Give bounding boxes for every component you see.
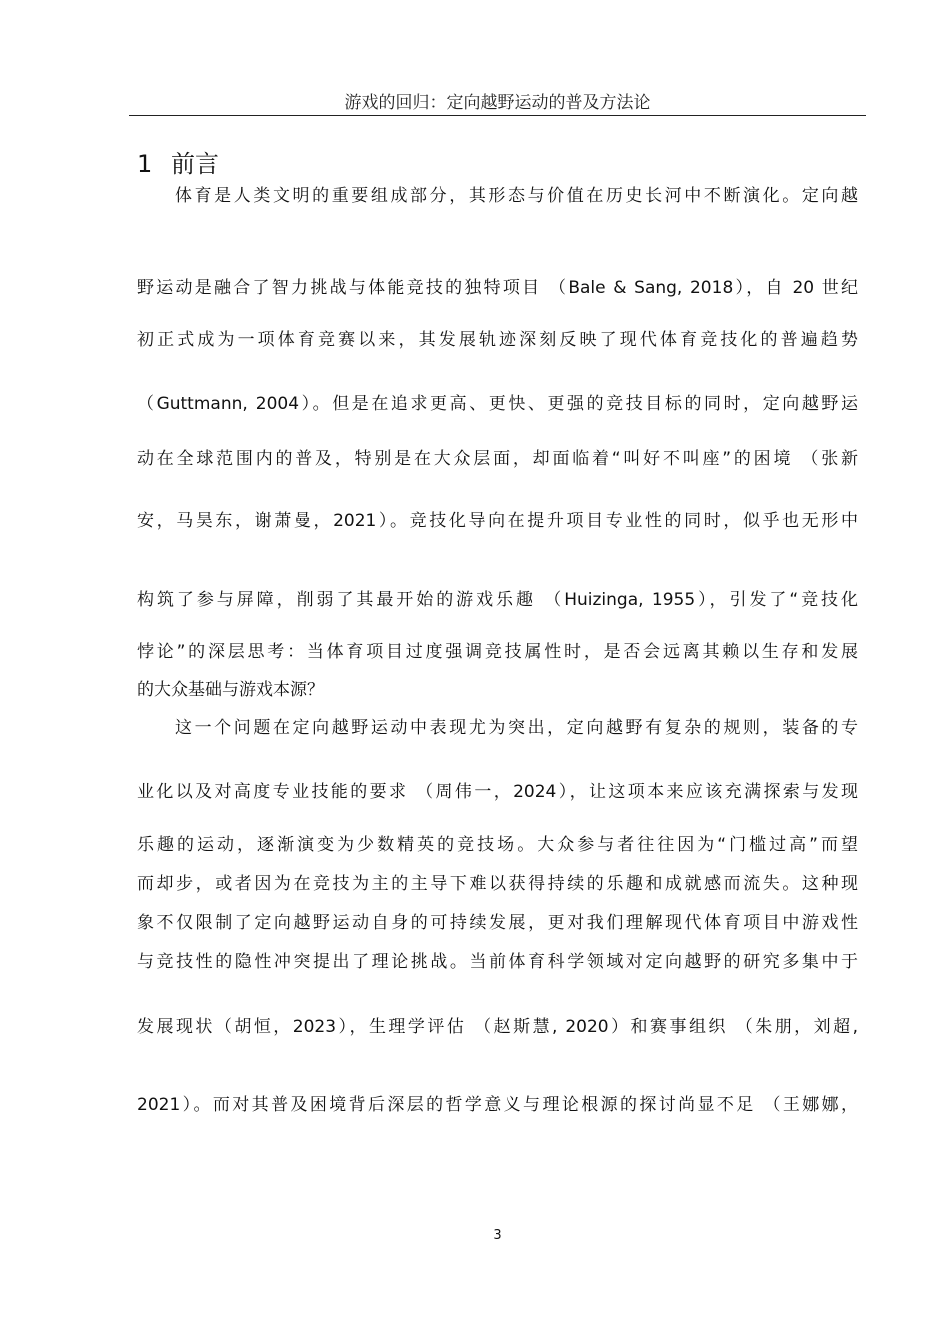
paragraph-1-line-1: 体育是人类文明的重要组成部分，其形态与价值在历史长河中不断演化。定向越 [175, 186, 858, 206]
paragraph-1-line-5: 动在全球范围内的普及，特别是在大众层面，却面临着“叫好不叫座”的困境 （张新 [137, 449, 858, 469]
paragraph-1-line-9: 的大众基础与游戏本源？ [137, 680, 324, 700]
paragraph-1-line-8: 悖论”的深层思考：当体育项目过度强调竞技属性时，是否会远离其赖以生存和发展 [137, 642, 858, 662]
paragraph-1-line-6: 安，马昊东，谢萧曼，2021）。竞技化导向在提升项目专业性的同时，似乎也无形中 [137, 511, 858, 531]
paragraph-1-line-3: 初正式成为一项体育竞赛以来，其发展轨迹深刻反映了现代体育竞技化的普遍趋势 [137, 330, 858, 350]
paragraph-2-line-3: 乐趣的运动，逐渐演变为少数精英的竞技场。大众参与者往往因为“门槛过高”而望 [137, 835, 858, 855]
paragraph-2-line-4: 而却步，或者因为在竞技为主的主导下难以获得持续的乐趣和成就感而流失。这种现 [137, 874, 858, 894]
section-number: 1 [137, 150, 153, 178]
paragraph-2-line-2: 业化以及对高度专业技能的要求 （周伟一，2024），让这项本来应该充满探索与发现 [137, 782, 858, 802]
paragraph-2-line-6: 与竞技性的隐性冲突提出了理论挑战。当前体育科学领域对定向越野的研究多集中于 [137, 952, 858, 972]
section-heading [137, 148, 219, 180]
paragraph-2-line-5: 象不仅限制了定向越野运动自身的可持续发展，更对我们理解现代体育项目中游戏性 [137, 913, 858, 933]
page-number: 3 [493, 1228, 502, 1243]
section-title: 前言 [171, 150, 219, 178]
paragraph-2-line-1: 这一个问题在定向越野运动中表现尤为突出，定向越野有复杂的规则，装备的专 [175, 718, 858, 738]
running-header: 游戏的回归：定向越野运动的普及方法论 [344, 93, 651, 113]
header-rule [129, 115, 866, 116]
paragraph-1-line-2: 野运动是融合了智力挑战与体能竞技的独特项目 （Bale & Sang, 2018），自 20 世纪 [137, 278, 858, 298]
paragraph-2-line-8: 2021）。而对其普及困境背后深层的哲学意义与理论根源的探讨尚显不足 （王娜娜， [137, 1095, 858, 1115]
paragraph-1-line-7: 构筑了参与屏障，削弱了其最开始的游戏乐趣 （Huizinga, 1955），引发了“竞技化 [137, 590, 858, 610]
paragraph-2-line-7: 发展现状（胡恒，2023），生理学评估 （赵斯慧, 2020）和赛事组织 （朱朋，刘超, [137, 1017, 858, 1037]
paragraph-1-line-4: （Guttmann, 2004）。但是在追求更高、更快、更强的竞技目标的同时，定向越野运 [137, 394, 858, 414]
